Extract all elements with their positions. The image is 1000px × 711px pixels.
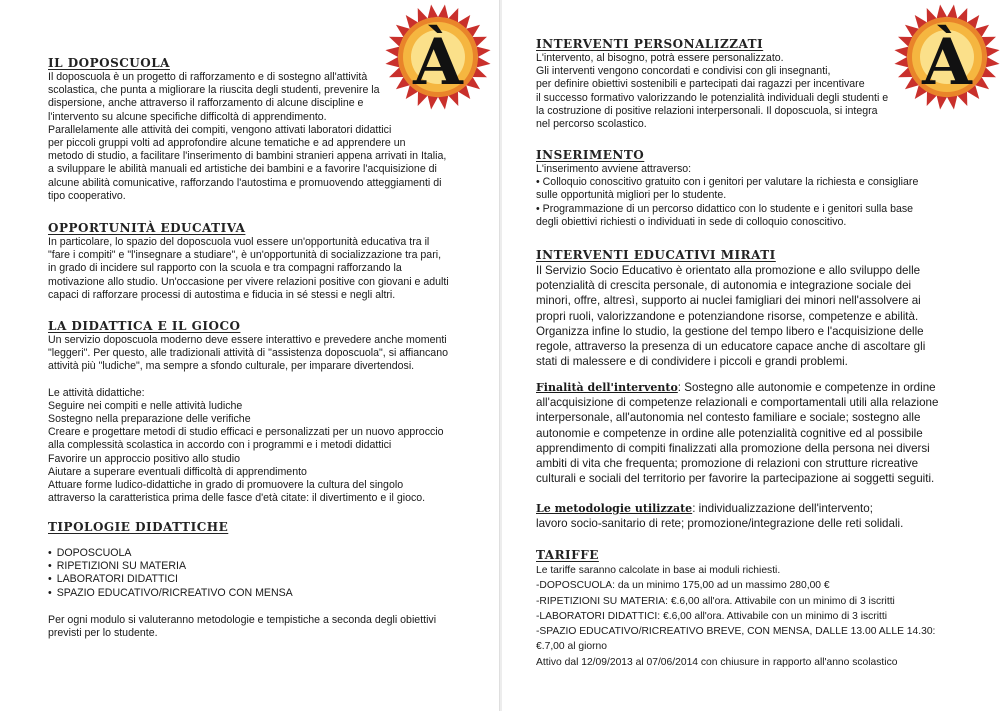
text-line: previsti per lo studente. — [48, 627, 158, 640]
metodologie-label: Le metodologie utilizzate — [536, 502, 693, 515]
text-line: "leggeri". Per questo, alle tradizionali attività di "assistenza doposcuola", si affiancano — [48, 347, 448, 360]
text-line: stati di malessere e di condividere i piccoli e grandi problemi. — [536, 355, 848, 369]
text-line: • Programmazione di un percorso didattico con lo studente e i genitori sulla base — [536, 202, 914, 215]
text-line: interpersonale, all'autonomia nel contesto familiare e sociale; sostegno alle — [536, 411, 921, 425]
text-line: l'intervento su alcune specifiche difficoltà di apprendimento. — [48, 110, 327, 123]
logo-ray — [477, 57, 491, 67]
logo-ray — [986, 47, 1000, 57]
text-line: • Colloquio conoscitivo gratuito con i genitori per valutare la richiesta e consigliare — [536, 176, 919, 189]
text-line: apprendimento di compiti finalizzati alla promozione della persona nei diversi — [536, 441, 930, 455]
text-line: potenzialità di crescita personale, di autonomia e integrazione sociale dei — [536, 279, 912, 293]
finalita-label: Finalità dell'intervento — [536, 381, 678, 394]
personalizzati-section — [536, 37, 888, 131]
text-line: Le tariffe saranno calcolate in base ai moduli richiesti. — [536, 565, 781, 576]
activity-line: Aiutare a superare eventuali difficoltà di apprendimento — [48, 465, 307, 478]
finalita-first-line: : Sostegno alle autonomie e competenze in ordine — [677, 381, 936, 394]
activity-line: Favorire un approccio positivo allo studio — [48, 452, 240, 465]
text-line: autonomie e competenze in ordine alle potenzialità cognitive ed al possibile — [536, 426, 923, 440]
section-heading: OPPORTUNITÀ EDUCATIVA — [48, 221, 246, 235]
text-line: Organizza infine lo studio, la gestione del tempo libero e l'acquisizione delle — [536, 324, 924, 338]
mirati-section — [536, 248, 925, 369]
section-heading: TARIFFE — [536, 548, 599, 562]
activity-line: alla complessità scolastica in accordo con i programmi e i metodi didattici — [48, 439, 392, 452]
text-line: a sviluppare le abilità manuali ed artistiche dei bambini e a favorire l'acquisizione di — [48, 163, 437, 176]
tipologie-section — [48, 520, 436, 640]
tipologie-list — [48, 547, 436, 600]
list-item: • LABORATORI DIDATTICI — [48, 573, 436, 586]
metodologie-first-line: : individualizzazione dell'intervento; — [692, 502, 873, 515]
logo-ray — [894, 47, 908, 57]
logo-ray — [937, 4, 947, 18]
text-line: lavoro socio-sanitario di rete; promozione/integrazione delle reti solidali. — [536, 517, 904, 531]
text-line: attività più "ludiche", ma sempre a sfondo culturale, per imparare divertendosi. — [48, 360, 415, 373]
text-line: scolastica, che punta a migliorare la riuscita degli studenti, prevenire la — [48, 84, 380, 97]
logo-ray — [894, 57, 908, 67]
text-line: il successo formativo valorizzando le potenzialità individuali degli studenti e — [536, 91, 889, 104]
text-line — [536, 501, 903, 516]
text-line: regole, attraverso la presenza di un educatore capace anche di ascoltare gli — [536, 340, 926, 354]
text-line: nel percorso scolastico. — [536, 118, 647, 131]
text-line: metodo di studio, a facilitare l'inserimento di bambini stranieri appena arrivati in Italia, — [48, 150, 447, 163]
text-line: Attivo dal 12/09/2013 al 07/06/2014 con chiusure in rapporto all'anno scolastico — [536, 656, 898, 668]
text-line: sulle opportunità migliori per lo studente. — [536, 189, 727, 202]
section-heading: INSERIMENTO — [536, 148, 645, 162]
logo-ray — [947, 4, 957, 18]
activity-line: Attuare forme ludico-didattiche in grado di promuovere la cultura del singolo — [48, 479, 404, 492]
text-line: minori, offre, altresì, supporto ai nuclei famigliari dei minori nell'assolvere ai — [536, 294, 921, 308]
activity-line: Sostegno nella preparazione delle verifiche — [48, 413, 251, 426]
text-line: In particolare, lo spazio del doposcuola vuol essere un'opportunità educativa tra il — [48, 236, 430, 248]
logo-ray — [428, 4, 438, 18]
text-line: propri ruoli, valorizzandone e potenziandone risorse, competenze e abilità. — [536, 309, 919, 323]
text-line: Il Servizio Socio Educativo è orientato alla promozione e allo sviluppo delle — [536, 264, 921, 277]
text-line: Il doposcuola è un progetto di rafforzamento e di sostegno all'attività — [48, 71, 368, 83]
svg-text:À: À — [413, 25, 463, 100]
text-line: L'inserimento avviene attraverso: — [536, 163, 692, 175]
text-line: Un servizio doposcuola moderno deve essere interattivo e prevedere anche momenti — [48, 334, 447, 346]
text-line: Parallelamente alle attività dei compiti, vengono attivati laboratori didattici — [48, 123, 392, 136]
text-line: capaci di rafforzare processi di autostima e fiducia in sé stessi e negli altri. — [48, 288, 396, 301]
tariffe-section — [536, 548, 935, 670]
text-line: degli obiettivi richiesti o individuati in sede di colloquio conoscitivo. — [536, 215, 847, 228]
opportunita-section — [48, 221, 449, 302]
svg-text:À: À — [922, 25, 972, 100]
text-line: L'intervento, al bisogno, potrà essere personalizzato. — [536, 52, 784, 64]
section-heading: IL DOPOSCUOLA — [48, 56, 170, 70]
text-line — [536, 380, 938, 395]
text-line: ambiti di vita che frequenta; promozione di relazioni con strutture ricreative — [536, 457, 919, 471]
list-item: • RIPETIZIONI SU MATERIA — [48, 560, 436, 573]
text-line: -RIPETIZIONI SU MATERIA: €.6,00 all'ora. Attivabile con un minimo di 3 iscritti — [536, 595, 895, 607]
list-item: • SPAZIO EDUCATIVO/RICREATIVO CON MENSA — [48, 587, 436, 600]
activity-line: Seguire nei compiti e nelle attività ludiche — [48, 399, 243, 412]
accent-letter-logo — [892, 2, 1000, 112]
text-line: per definire obiettivi sostenibili e partecipati dai ragazzi per incentivare — [536, 78, 865, 91]
activity-line: Creare e progettare metodi di studio efficaci e personalizzati per un nuovo approccio — [48, 426, 444, 439]
text-line: -LABORATORI DIDATTICI: €.6,00 all'ora. Attivabile con un minimo di 3 iscritti — [536, 610, 888, 622]
activity-line: attraverso la caratteristica prima delle fasce d'età citate: il divertimento e il gioco. — [48, 492, 426, 505]
inserimento-section — [536, 148, 918, 229]
section-heading: LA DIDATTICA E IL GIOCO — [48, 319, 241, 333]
text-line: in grado di incidere sul rapporto con la scuola e tra compagni rafforzando la — [48, 262, 402, 275]
text-line: la costruzione di positive relazioni interpersonali. Il doposcuola, si integra — [536, 104, 878, 117]
section-heading: TIPOLOGIE DIDATTICHE — [48, 520, 229, 534]
metodologie-section — [536, 501, 903, 531]
activities-title: Le attività didattiche: — [48, 386, 145, 399]
section-heading: INTERVENTI PERSONALIZZATI — [536, 37, 764, 51]
text-line: Per ogni modulo si valuteranno metodologie e tempistiche a seconda degli obiettivi — [48, 613, 437, 626]
list-item: • DOPOSCUOLA — [48, 547, 436, 560]
text-line: Gli interventi vengono concordati e condivisi con gli insegnanti, — [536, 65, 831, 78]
text-line: €.7,00 al giorno — [536, 641, 607, 653]
text-line: all'acquisizione di competenze relazionali e comportamentali utili alla relazione — [536, 396, 939, 410]
text-line: per piccoli gruppi volti ad approfondire alcune tematiche e ad apprendere un — [48, 137, 406, 150]
text-line: alcune abilità comunicative, rafforzando l'autostima e promuovendo atteggiamenti di — [48, 176, 442, 189]
logo-ray — [986, 57, 1000, 67]
doposcuola-section — [48, 56, 446, 203]
text-line: -DOPOSCUOLA: da un minimo 175,00 ad un massimo 280,00 € — [536, 580, 830, 592]
logo-ray — [438, 4, 448, 18]
text-line: "fare i compiti" e "l'insegnare a studiare", è un'opportunità di socializzazione tra pari, — [48, 249, 442, 262]
text-line: motivazione allo studio. Un'occasione per vivere relazioni positive con giovani e adulti — [48, 275, 449, 288]
finalita-section — [536, 380, 938, 486]
text-line: tipo cooperativo. — [48, 189, 126, 202]
text-line: dispersione, anche attraverso il rafforzamento di alcune discipline e — [48, 97, 364, 110]
text-line: -SPAZIO EDUCATIVO/RICREATIVO BREVE, CON MENSA, DALLE 13.00 ALLE 14.30: — [536, 626, 936, 638]
text-line: culturali e sociali del territorio per favorire la partecipazione ai soggetti seguiti. — [536, 472, 935, 486]
section-heading: INTERVENTI EDUCATIVI MIRATI — [536, 248, 776, 262]
logo-ray — [477, 47, 491, 57]
didattica-section — [48, 319, 448, 505]
